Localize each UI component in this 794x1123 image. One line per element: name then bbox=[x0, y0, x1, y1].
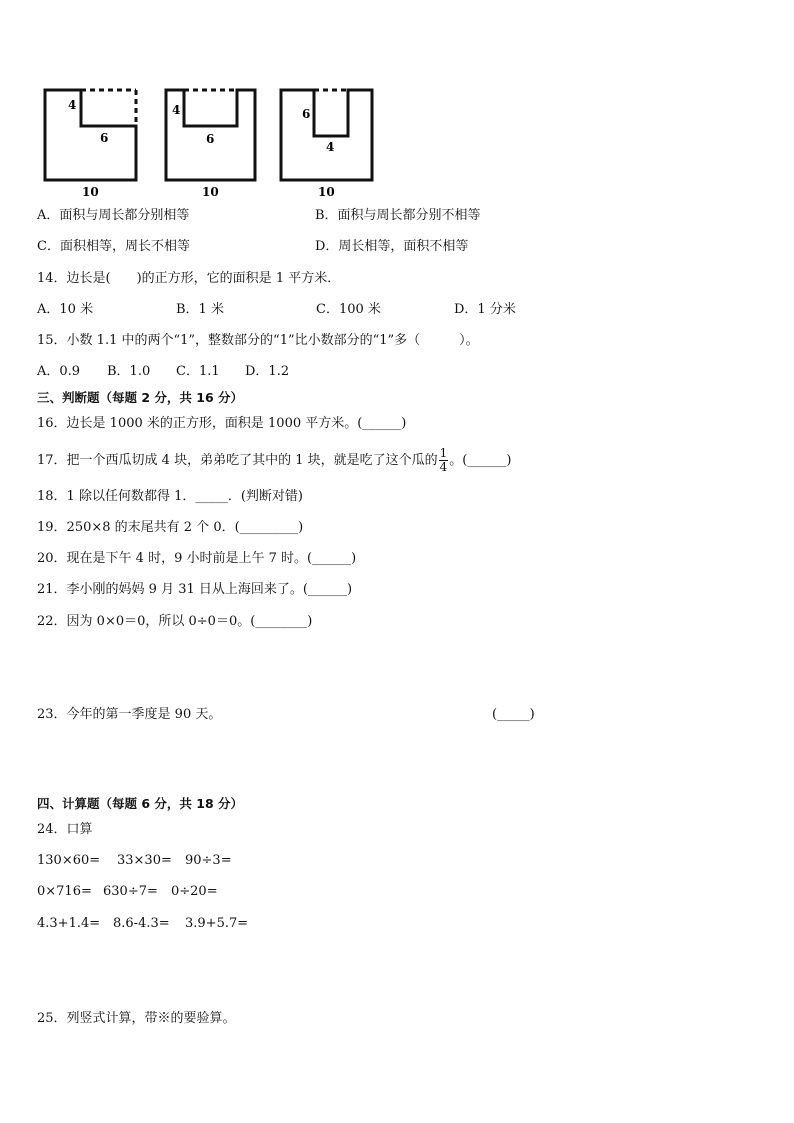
q16: 16．边长是 1000 米的正方形，面积是 1000 平方米。(______) bbox=[37, 416, 407, 431]
q14-option-d: D．1 分米 bbox=[454, 302, 516, 317]
q13-option-d: D．周长相等，面积不相等 bbox=[315, 239, 469, 254]
q15-option-a: A．0.9 bbox=[37, 364, 81, 379]
q13-option-a: A．面积与周长都分别相等 bbox=[37, 208, 190, 223]
q24-item-3-2: 8.6-4.3= bbox=[113, 916, 170, 931]
q25: 25．列竖式计算，带※的要验算。 bbox=[37, 1011, 236, 1026]
q17-fraction bbox=[439, 447, 449, 474]
q14-option-a: A．10 米 bbox=[37, 302, 94, 317]
q15-option-c: C．1.1 bbox=[176, 364, 220, 379]
q20: 20．现在是下午 4 时，9 小时前是上午 7 时。(______) bbox=[37, 551, 357, 566]
q14-stem: 14．边长是( )的正方形，它的面积是 1 平方米． bbox=[37, 271, 341, 286]
fig3-bottom-label: 10 bbox=[318, 185, 335, 199]
q17-before: 17．把一个西瓜切成 4 块，弟弟吃了其中的 1 块，就是吃了这个瓜的 bbox=[37, 453, 438, 468]
q24-title: 24．口算 bbox=[37, 822, 93, 837]
fig1-top-label: 4 bbox=[68, 98, 77, 112]
figure-3 bbox=[281, 90, 372, 180]
q24-item-3-1: 4.3+1.4= bbox=[37, 916, 101, 931]
fig1-inner-label: 6 bbox=[100, 131, 109, 145]
q24-item-3-3: 3.9+5.7= bbox=[185, 916, 249, 931]
q23-blank: (_____) bbox=[492, 707, 535, 722]
q23-stem: 23．今年的第一季度是 90 天。 bbox=[37, 707, 222, 722]
q14-option-b: B．1 米 bbox=[176, 302, 224, 317]
q15-stem: 15．小数 1.1 中的两个“1”，整数部分的“1”比小数部分的“1”多（ ）。 bbox=[37, 333, 479, 348]
q15-option-b: B．1.0 bbox=[107, 364, 151, 379]
q17 bbox=[37, 446, 511, 476]
fig3-top-label: 6 bbox=[302, 107, 311, 121]
q19: 19．250×8 的末尾共有 2 个 0．(_________) bbox=[37, 520, 304, 535]
q24-item-2-1: 0×716= bbox=[37, 884, 92, 899]
figure-1 bbox=[45, 90, 136, 180]
fig2-bottom-label: 10 bbox=[202, 185, 219, 199]
fig2-top-label: 4 bbox=[172, 103, 181, 117]
q15-option-d: D．1.2 bbox=[245, 364, 290, 379]
q13-option-c: C．面积相等，周长不相等 bbox=[37, 239, 190, 254]
fig2-inner-label: 6 bbox=[206, 132, 215, 146]
q21: 21．李小刚的妈妈 9 月 31 日从上海回来了。(______) bbox=[37, 582, 353, 597]
q24-item-2-3: 0÷20= bbox=[171, 884, 218, 899]
q13-option-b: B．面积与周长都分别不相等 bbox=[315, 208, 481, 223]
q18: 18．1 除以任何数都得 1．_____．(判断对错) bbox=[37, 489, 303, 504]
q24-item-1-1: 130×60= bbox=[37, 853, 101, 868]
q17-after: 。(______) bbox=[449, 453, 512, 468]
section-4-title: 四、计算题（每题 6 分，共 18 分） bbox=[37, 796, 244, 811]
q24-item-1-2: 33×30= bbox=[117, 853, 172, 868]
q13-figures bbox=[38, 82, 378, 200]
q24-item-2-2: 630÷7= bbox=[103, 884, 158, 899]
section-3-title: 三、判断题（每题 2 分，共 16 分） bbox=[37, 390, 244, 405]
fig3-inner-label: 4 bbox=[326, 140, 335, 154]
q24-item-1-3: 90÷3= bbox=[185, 853, 232, 868]
q14-option-c: C．100 米 bbox=[316, 302, 381, 317]
q17-fraction-numerator: 1 bbox=[439, 446, 448, 460]
q22: 22．因为 0×0＝0，所以 0÷0＝0。(________) bbox=[37, 614, 313, 629]
fig1-bottom-label: 10 bbox=[82, 185, 99, 199]
q17-fraction-denominator: 4 bbox=[439, 460, 448, 474]
